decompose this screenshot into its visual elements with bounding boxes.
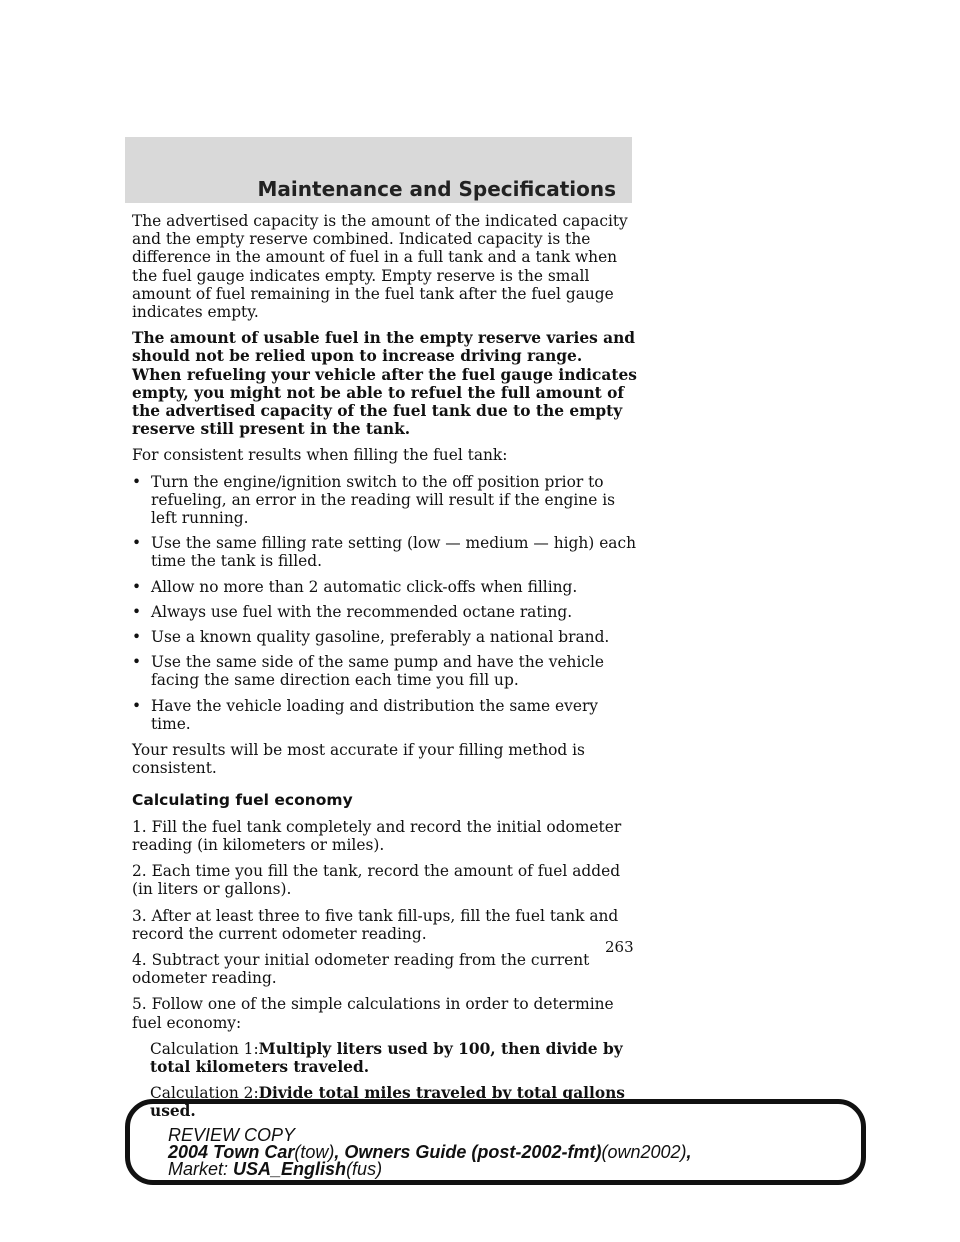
review-label: REVIEW COPY [168, 1125, 296, 1145]
warning-paragraph: The amount of usable fuel in the empty reserve varies and should not be relied upon to increase driving range. When refueling your vehicle after the fuel gauge indicates empty, you might not be able to refuel the full amount of the advertised capacity of the fuel tank due to the empty reserve still present in the tank. [132, 329, 637, 439]
bullet-icon: • [132, 696, 142, 715]
calc-label: Calculation 2: [150, 1084, 259, 1103]
bullet-icon: • [132, 653, 142, 672]
bullet-icon: • [132, 577, 142, 596]
page-title: Maintenance and Specifications [257, 177, 616, 201]
bullet-list [132, 473, 637, 733]
calc-label: Calculation 1: [150, 1039, 259, 1058]
calc-formula: Divide total miles traveled by total gallons used. [150, 1084, 625, 1121]
bullet-icon: • [132, 472, 142, 491]
list-item: • Always use fuel with the recommended octane rating. [132, 602, 573, 621]
step-item: 1. Fill the fuel tank completely and record the initial odometer reading (in kilometers or miles). [132, 817, 622, 854]
list-item: • Use a known quality gasoline, preferably a national brand. [132, 628, 610, 647]
bullet-icon: • [132, 628, 142, 647]
section-heading: Calculating fuel economy [132, 791, 353, 810]
paragraph: The advertised capacity is the amount of the indicated capacity and the empty reserve combined. Indicated capacity is the difference in the amount of fuel in a full tank and a tank when the fuel gauge indicates empty. Empty reserve is the small amount of fuel remaining in the fuel tank after the fuel gauge indicates empty. [132, 212, 628, 322]
step-item: 5. Follow one of the simple calculations in order to determine fuel economy: [132, 995, 614, 1032]
step-item: 2. Each time you fill the tank, record the amount of fuel added (in liters or gallons). [132, 862, 621, 899]
calc-formula: Multiply liters used by 100, then divide by total kilometers traveled. [150, 1039, 623, 1076]
header-band [125, 137, 632, 203]
bullet-icon: • [132, 534, 142, 553]
paragraph: For consistent results when filling the fuel tank: [132, 446, 508, 465]
page-number: 263 [605, 938, 634, 956]
list-item: • Use the same filling rate setting (low — medium — high) each time the tank is filled. [132, 534, 637, 571]
review-market-line: Market: USA_English(fus) [168, 1159, 383, 1179]
step-item: 3. After at least three to five tank fill-ups, fill the fuel tank and record the current odometer reading. [132, 906, 619, 943]
review-copy-box [125, 1099, 866, 1185]
step-item: 4. Subtract your initial odometer reading from the current odometer reading. [132, 950, 590, 988]
list-item: • Turn the engine/ignition switch to the off position prior to refueling, an error in the reading will result if the engine is left running. [132, 472, 616, 528]
bullet-icon: • [132, 602, 142, 621]
list-item: • Allow no more than 2 automatic click-offs when filling. [132, 577, 578, 596]
calculation-1 [132, 1040, 637, 1076]
review-model-line: 2004 Town Car(tow), Owners Guide (post-2002-fmt)(own2002), [168, 1142, 692, 1162]
review-copy-text [168, 1127, 692, 1178]
main-content [132, 212, 637, 1129]
list-item: • Use the same side of the same pump and have the vehicle facing the same direction each time you fill up. [132, 653, 605, 690]
list-item: • Have the vehicle loading and distribution the same every time. [132, 696, 599, 733]
paragraph: Your results will be most accurate if your filling method is consistent. [132, 741, 585, 778]
